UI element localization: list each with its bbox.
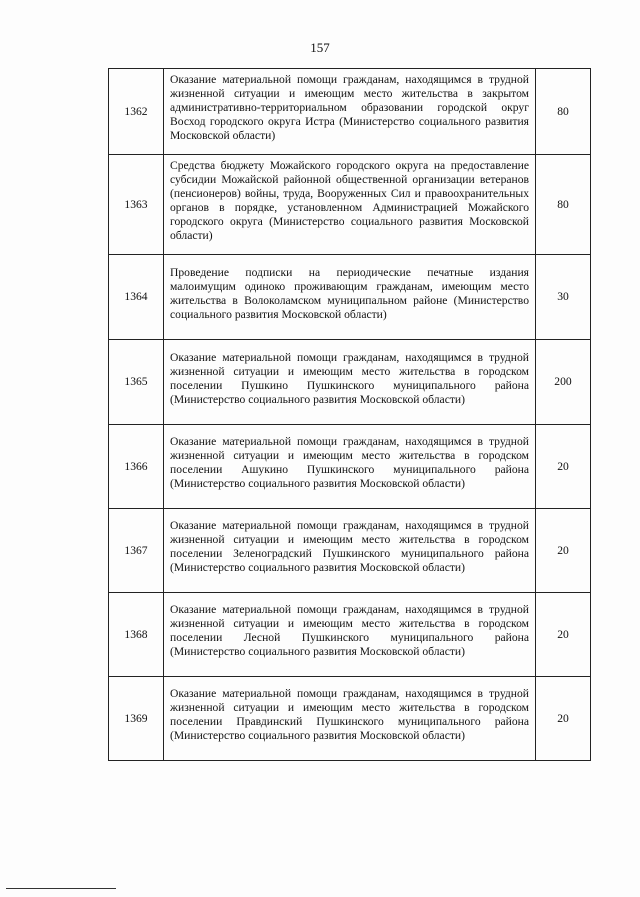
document-table (108, 68, 591, 761)
row-amount: 20 (536, 593, 591, 677)
row-number: 1363 (109, 155, 164, 255)
row-description: Оказание материальной помощи гражданам, находящимся в трудной жизненной ситуации и имеющим место жительства в городском поселении Зеленоградский Пушкинского муниципального района (Министерство социального развития Московской области) (164, 509, 536, 593)
page-number: 157 (310, 40, 330, 55)
row-description: Оказание материальной помощи гражданам, находящимся в трудной жизненной ситуации и имеющим место жительства в городском поселении Правдинский Пушкинского муниципального района (Министерство социального развития Московской области) (164, 677, 536, 761)
table-row (109, 69, 591, 155)
row-number: 1365 (109, 340, 164, 425)
row-amount: 20 (536, 509, 591, 593)
row-description: Оказание материальной помощи гражданам, находящимся в трудной жизненной ситуации и имеющим место жительства в городском поселении Ашукино Пушкинского муниципального района (Министерство социального развития Московской области) (164, 425, 536, 509)
row-description: Проведение подписки на периодические печатные издания малоимущим одиноко проживающим гражданам, имеющим место жительства в Волоколамском муниципальном районе (Министерство социального развития Московской области) (164, 255, 536, 340)
row-number: 1367 (109, 509, 164, 593)
row-amount: 20 (536, 425, 591, 509)
row-number: 1362 (109, 69, 164, 155)
row-description: Оказание материальной помощи гражданам, находящимся в трудной жизненной ситуации и имеющим место жительства в закрытом административно-территориальном образовании городской округ Восход городского округа Истра (Министерство социального развития Московской области) (164, 69, 536, 155)
row-number: 1368 (109, 593, 164, 677)
table-row (109, 677, 591, 761)
row-description: Средства бюджету Можайского городского округа на предоставление субсидии Можайской районной общественной организации ветеранов (пенсионеров) войны, труда, Вооруженных Сил и правоохранительных органов в порядке, установленном Администрацией Можайского городского округа (Министерство социального развития Московской области) (164, 155, 536, 255)
row-amount: 30 (536, 255, 591, 340)
table-row (109, 255, 591, 340)
footnote-separator (6, 888, 116, 889)
row-amount: 80 (536, 155, 591, 255)
row-description: Оказание материальной помощи гражданам, находящимся в трудной жизненной ситуации и имеющим место жительства в городском поселении Пушкино Пушкинского муниципального района (Министерство социального развития Московской области) (164, 340, 536, 425)
row-number: 1366 (109, 425, 164, 509)
row-number: 1364 (109, 255, 164, 340)
row-amount: 200 (536, 340, 591, 425)
row-number: 1369 (109, 677, 164, 761)
row-description: Оказание материальной помощи гражданам, находящимся в трудной жизненной ситуации и имеющим место жительства в городском поселении Лесной Пушкинского муниципального района (Министерство социального развития Московской области) (164, 593, 536, 677)
table-row (109, 425, 591, 509)
table-row (109, 593, 591, 677)
row-amount: 80 (536, 69, 591, 155)
table-row (109, 340, 591, 425)
row-amount: 20 (536, 677, 591, 761)
table-row (109, 155, 591, 255)
table-row (109, 509, 591, 593)
